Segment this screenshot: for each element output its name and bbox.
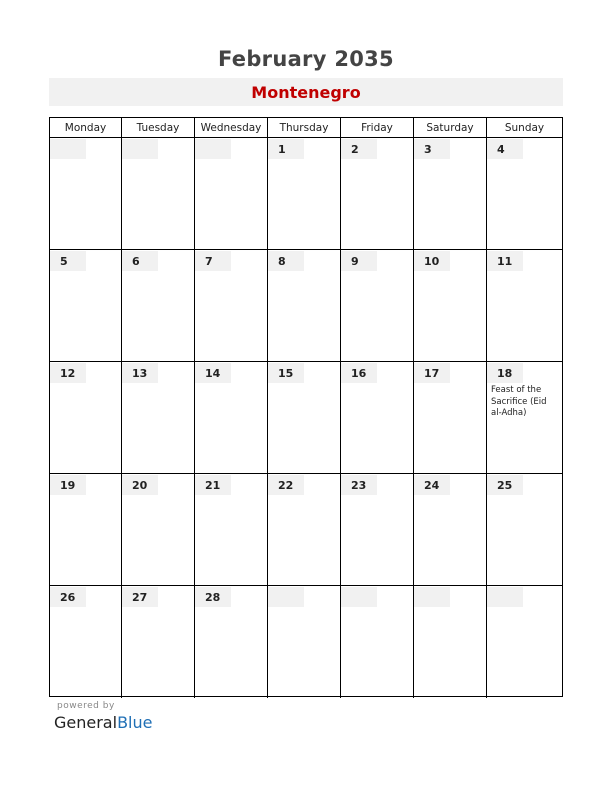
weekday-header: Wednesday bbox=[195, 118, 268, 138]
day-number: 20 bbox=[132, 479, 148, 492]
day-number: 6 bbox=[132, 255, 140, 268]
day-number: 9 bbox=[351, 255, 359, 268]
day-cell[interactable] bbox=[50, 250, 122, 362]
holiday-label: Feast of the Sacrifice (Eid al-Adha) bbox=[491, 385, 547, 418]
weekday-header: Saturday bbox=[414, 118, 487, 138]
day-number: 2 bbox=[351, 143, 359, 156]
day-number-box bbox=[50, 251, 86, 271]
day-cell[interactable] bbox=[122, 250, 195, 362]
brand-blue: Blue bbox=[117, 713, 153, 732]
day-number-box bbox=[268, 139, 304, 159]
day-cell[interactable] bbox=[341, 138, 414, 250]
weekday-header: Friday bbox=[341, 118, 414, 138]
day-cell[interactable] bbox=[122, 138, 195, 250]
day-number: 3 bbox=[424, 143, 432, 156]
day-number-box bbox=[414, 139, 450, 159]
day-number: 8 bbox=[278, 255, 286, 268]
day-number-box bbox=[341, 139, 377, 159]
day-number: 13 bbox=[132, 367, 148, 380]
day-cell[interactable] bbox=[414, 362, 487, 474]
day-number: 1 bbox=[278, 143, 286, 156]
day-number: 11 bbox=[497, 255, 513, 268]
day-cell[interactable] bbox=[487, 474, 562, 586]
day-number-box bbox=[487, 363, 523, 383]
day-number: 22 bbox=[278, 479, 294, 492]
day-number: 28 bbox=[205, 591, 221, 604]
day-number-box bbox=[487, 475, 523, 495]
day-cell[interactable] bbox=[195, 586, 268, 698]
day-number: 14 bbox=[205, 367, 221, 380]
day-cell[interactable] bbox=[341, 362, 414, 474]
day-number: 16 bbox=[351, 367, 367, 380]
day-number-box bbox=[50, 587, 86, 607]
day-number: 27 bbox=[132, 591, 148, 604]
day-number-box bbox=[195, 363, 231, 383]
day-cell[interactable] bbox=[50, 362, 122, 474]
day-number-box bbox=[195, 587, 231, 607]
day-number-box bbox=[268, 363, 304, 383]
day-number: 23 bbox=[351, 479, 367, 492]
weekday-header: Thursday bbox=[268, 118, 341, 138]
day-number-box bbox=[414, 475, 450, 495]
day-cell[interactable] bbox=[122, 362, 195, 474]
day-number-box bbox=[341, 251, 377, 271]
country-name: Montenegro bbox=[251, 82, 361, 102]
day-number-box bbox=[341, 475, 377, 495]
day-cell[interactable] bbox=[195, 250, 268, 362]
day-number: 10 bbox=[424, 255, 440, 268]
day-cell[interactable] bbox=[487, 250, 562, 362]
day-number-box bbox=[414, 587, 450, 607]
day-cell[interactable] bbox=[268, 586, 341, 698]
day-cell[interactable] bbox=[414, 250, 487, 362]
day-cell[interactable] bbox=[341, 586, 414, 698]
day-number-box bbox=[487, 139, 523, 159]
day-cell[interactable] bbox=[195, 138, 268, 250]
day-number-box bbox=[122, 363, 158, 383]
day-cell[interactable] bbox=[268, 250, 341, 362]
calendar-grid bbox=[49, 117, 563, 697]
weekday-header: Sunday bbox=[487, 118, 562, 138]
day-cell[interactable] bbox=[268, 474, 341, 586]
day-number-box bbox=[122, 475, 158, 495]
day-number-box bbox=[50, 363, 86, 383]
weekday-header: Monday bbox=[50, 118, 122, 138]
day-cell[interactable] bbox=[487, 586, 562, 698]
brand-general: General bbox=[54, 713, 118, 732]
day-number: 4 bbox=[497, 143, 505, 156]
day-number-box bbox=[122, 139, 158, 159]
day-number-box bbox=[195, 251, 231, 271]
weekday-header: Tuesday bbox=[122, 118, 195, 138]
country-banner bbox=[49, 78, 563, 106]
day-number-box bbox=[195, 139, 231, 159]
day-number-box bbox=[487, 587, 523, 607]
day-number: 15 bbox=[278, 367, 294, 380]
day-number-box bbox=[122, 587, 158, 607]
day-cell[interactable] bbox=[50, 474, 122, 586]
day-number-box bbox=[268, 251, 304, 271]
day-number-box bbox=[195, 475, 231, 495]
day-cell[interactable] bbox=[122, 586, 195, 698]
day-number: 7 bbox=[205, 255, 213, 268]
day-number-box bbox=[268, 587, 304, 607]
page-title: February 2035 bbox=[218, 47, 394, 71]
day-number: 12 bbox=[60, 367, 76, 380]
day-cell[interactable] bbox=[268, 362, 341, 474]
day-number-box bbox=[414, 251, 450, 271]
day-number: 21 bbox=[205, 479, 221, 492]
day-cell[interactable] bbox=[487, 138, 562, 250]
day-number: 18 bbox=[497, 367, 513, 380]
day-number-box bbox=[414, 363, 450, 383]
powered-by-label: powered by bbox=[57, 701, 115, 711]
day-cell[interactable] bbox=[341, 474, 414, 586]
day-cell[interactable] bbox=[122, 474, 195, 586]
day-number-box bbox=[268, 475, 304, 495]
day-number: 24 bbox=[424, 479, 440, 492]
day-number-box bbox=[341, 587, 377, 607]
day-number: 17 bbox=[424, 367, 440, 380]
day-number: 25 bbox=[497, 479, 513, 492]
day-number-box bbox=[122, 251, 158, 271]
day-cell[interactable] bbox=[414, 474, 487, 586]
day-cell[interactable] bbox=[414, 586, 487, 698]
day-number: 26 bbox=[60, 591, 76, 604]
day-cell[interactable] bbox=[414, 138, 487, 250]
day-number: 5 bbox=[60, 255, 68, 268]
day-cell[interactable] bbox=[341, 250, 414, 362]
day-cell[interactable] bbox=[268, 138, 341, 250]
day-number-box bbox=[341, 363, 377, 383]
day-cell[interactable] bbox=[487, 362, 562, 474]
day-cell[interactable] bbox=[50, 138, 122, 250]
day-number-box bbox=[487, 251, 523, 271]
day-number-box bbox=[50, 139, 86, 159]
day-number-box bbox=[50, 475, 86, 495]
day-cell[interactable] bbox=[195, 362, 268, 474]
day-number: 19 bbox=[60, 479, 76, 492]
brand-logo[interactable] bbox=[54, 713, 152, 732]
day-cell[interactable] bbox=[50, 586, 122, 698]
day-cell[interactable] bbox=[195, 474, 268, 586]
